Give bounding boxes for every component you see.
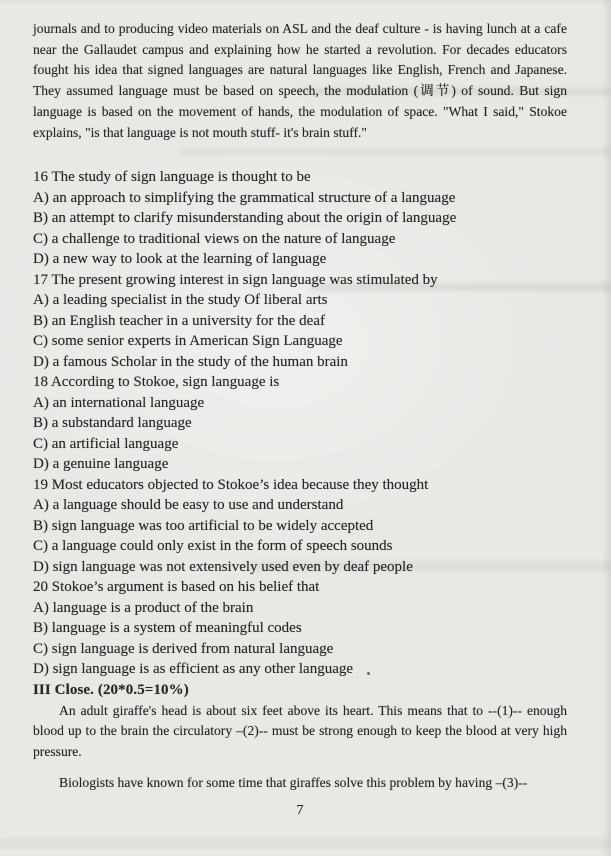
question-number: 18 <box>33 374 48 391</box>
question-option: A) an international language <box>33 394 205 411</box>
question-stem-text: Most educators objected to Stokoe’s idea because they thought <box>51 476 429 493</box>
question-number: 16 <box>33 169 48 186</box>
question-option: B) a substandard language <box>33 415 192 432</box>
question-option: D) a new way to look at the learning of language <box>33 251 327 268</box>
question-number: 20 <box>33 579 48 596</box>
question-stem <box>33 270 567 291</box>
page-number: 7 <box>296 802 304 818</box>
page-content <box>33 19 567 819</box>
question-option: B) sign language was too artificial to be widely accepted <box>33 517 374 534</box>
section-heading: III Close. (20*0.5=10%) <box>33 681 189 698</box>
question-option: C) an artificial language <box>33 435 179 452</box>
question-option: B) an English teacher in a university for the deaf <box>33 312 325 329</box>
question-stem-text: Stokoe’s argument is based on his belief that <box>51 579 320 596</box>
question-number: 19 <box>33 476 48 493</box>
question-stem <box>33 475 567 496</box>
question-option: C) a language could only exist in the form of speech sounds <box>33 538 393 555</box>
question-stem <box>33 577 567 598</box>
question-option: B) language is a system of meaningful codes <box>33 620 302 637</box>
question-option: D) a genuine language <box>33 456 169 473</box>
question-option: B) an attempt to clarify misunderstanding about the origin of language <box>33 210 457 227</box>
scan-streak <box>0 838 611 848</box>
question-stem <box>33 167 567 188</box>
question-stem <box>33 372 567 393</box>
question-stem-text: According to Stokoe, sign language is <box>50 374 280 391</box>
question-option: C) some senior experts in American Sign Language <box>33 333 343 350</box>
question-option: D) sign language is as efficient as any other language <box>33 661 354 678</box>
question-option: D) sign language was not extensively used even by deaf people <box>33 558 413 575</box>
question-option: A) language is a product of the brain <box>33 599 254 616</box>
question-option: A) a leading specialist in the study Of liberal arts <box>33 292 328 309</box>
question-stem-text: The study of sign language is thought to be <box>51 169 311 186</box>
question-stem-text: The present growing interest in sign language was stimulated by <box>51 271 438 288</box>
cloze-paragraph-2: Biologists have known for some time that giraffes solve this problem by having –(3)-- <box>59 774 528 790</box>
question-option: C) a challenge to traditional views on the nature of language <box>33 230 396 247</box>
question-list <box>33 167 567 680</box>
cloze-paragraph-1: An adult giraffe's head is about six feet above its heart. This means that to --(1)-- enough blood up to the brain the circulatory –(2)-- must be strong enough to keep the blood at very high pressure. <box>33 702 567 760</box>
question-option: A) an approach to simplifying the grammatical structure of a language <box>33 189 456 206</box>
question-number: 17 <box>33 271 48 288</box>
reading-passage: journals and to producing video materials on ASL and the deaf culture - is having lunch at a cafe near the Gallaudet campus and explaining how he started a revolution. For decades educators fought his idea that signed languages are natural languages like English, French and Japanese. They assumed language must be based on speech, the modulation (调节) of sound. But sign language is based on the movement of hands, the modulation of space. "What I said," Stokoe explains, "is that language is not mouth stuff- it's brain stuff." <box>33 21 567 140</box>
question-option: C) sign language is derived from natural language <box>33 640 334 657</box>
question-option: D) a famous Scholar in the study of the human brain <box>33 353 348 370</box>
question-option: A) a language should be easy to use and understand <box>33 497 344 514</box>
